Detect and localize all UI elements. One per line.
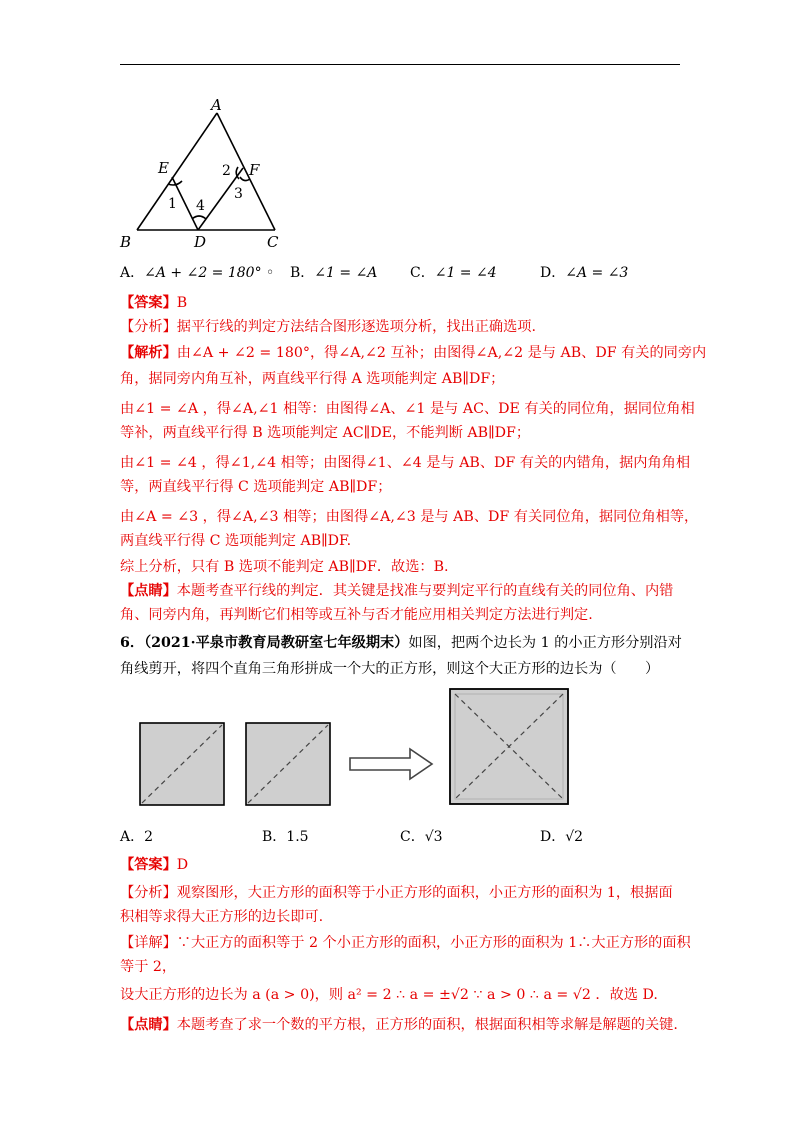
q5-solution-line: 由∠1 = ∠4 ，得∠1,∠4 相等；由图得∠1、∠4 是与 AB、DF 有关的内错角，据内角角相 (120, 455, 691, 471)
q5-comment (120, 582, 685, 600)
answer-tag: 【答案】 (120, 857, 177, 873)
solution-tag: 【解析】 (120, 345, 177, 361)
q6-stem-line: 角线剪开，将四个直角三角形拼成一个大的正方形，则这个大正方形的边长为（ ） (120, 661, 660, 677)
detail-tag: 【详解】 (120, 935, 177, 951)
squares-figure (130, 685, 580, 810)
q6-stem (120, 634, 685, 652)
q6-option-c (400, 826, 443, 846)
label-b: B (120, 233, 132, 251)
solution-text: 由∠A + ∠2 = 180°，得∠A,∠2 互补；由图得∠A,∠2 是与 AB、DF 有关的同旁内 (176, 345, 707, 361)
option-text: 2 (144, 829, 154, 845)
q5-solution-line: 角，据同旁内角互补，两直线平行得 A 选项能判定 AB∥DF； (120, 371, 505, 387)
option-letter: C． (410, 265, 435, 281)
q6-option-d (540, 826, 583, 846)
option-letter: B． (290, 265, 315, 281)
arrow-icon (350, 749, 432, 779)
option-text: ∠A = ∠3 (565, 265, 629, 281)
q6-option-b (262, 826, 309, 846)
q6-answer (120, 856, 685, 874)
q6-analysis (120, 884, 685, 902)
q5-option-b (290, 262, 377, 282)
label-c: C (267, 233, 279, 251)
comment-text: 本题考查了求一个数的平方根，正方形的面积，根据面积相等求解是解题的关键. (176, 1017, 678, 1033)
comment-tag: 【点睛】 (120, 1017, 177, 1033)
option-text: √3 (424, 829, 443, 845)
label-d: D (194, 233, 207, 251)
q5-option-c (410, 262, 497, 282)
q6-detail-line: 等于 2， (120, 959, 177, 975)
q5-solution-line: 等补，两直线平行得 B 选项能判定 AC∥DE，不能判断 AB∥DF； (120, 425, 531, 441)
q6-analysis-line: 积相等求得大正方形的边长即可. (120, 909, 324, 925)
q5-solution-line: 由∠1 = ∠A ，得∠A,∠1 相等：由图得∠A、∠1 是与 AC、DE 有关的同位角，据同位角相 (120, 401, 695, 417)
q5-option-d (540, 262, 628, 282)
q6-comment (120, 1016, 685, 1034)
option-letter: B． (262, 829, 287, 845)
q5-solution-line: 两直线平行得 C 选项能判定 AB∥DF. (120, 533, 352, 549)
header-rule (120, 64, 680, 65)
option-letter: C． (400, 829, 425, 845)
q5-option-a (120, 262, 274, 282)
stem-text: 如图，把两个边长为 1 的小正方形分别沿对 (408, 635, 682, 651)
comment-text: 本题考查平行线的判定．其关键是找准与要判定平行的直线有关的同位角、内错 (176, 583, 674, 599)
option-letter: D． (540, 829, 566, 845)
label-2: 2 (222, 163, 231, 179)
angle-4-arc (192, 216, 206, 219)
option-letter: A． (120, 829, 145, 845)
answer-tag: 【答案】 (120, 295, 177, 311)
q5-comment-line: 角、同旁内角，再判断它们相等或互补与否才能应用相关判定方法进行判定. (120, 607, 593, 623)
option-text: ∠1 = ∠4 (434, 265, 497, 281)
triangle-figure (110, 95, 290, 255)
option-letter: A． (120, 265, 145, 281)
analysis-text: 据平行线的判定方法结合图形逐选项分析，找出正确选项. (176, 319, 536, 335)
q6-option-a (120, 826, 153, 846)
analysis-tag: 【分析】 (120, 885, 177, 901)
option-letter: D． (540, 265, 566, 281)
q5-solution-line: 等，两直线平行得 C 选项能判定 AB∥DF； (120, 479, 392, 495)
label-1: 1 (168, 196, 177, 212)
question-number: 6． (120, 635, 145, 651)
comment-tag: 【点睛】 (120, 583, 177, 599)
q5-solution-line: 综上分析，只有 B 选项不能判定 AB∥DF．故选：B. (120, 559, 449, 575)
q5-answer (120, 294, 685, 312)
analysis-tag: 【分析】 (120, 319, 177, 335)
option-text: √2 (565, 829, 584, 845)
answer-value: D (176, 857, 189, 873)
q6-detail (120, 934, 691, 952)
label-a: A (211, 96, 222, 114)
q6-detail-line: 设大正方形的边长为 a (a > 0)，则 a² = 2 ∴ a = ±√2 ∵ a > 0 ∴ a = √2 ．故选 D. (120, 987, 658, 1003)
analysis-text: 观察图形，大正方形的面积等于小正方形的面积，小正方形的面积为 1，根据面 (176, 885, 673, 901)
option-text: ∠1 = ∠A (314, 265, 378, 281)
label-4: 4 (196, 198, 205, 214)
question-source: （2021·平泉市教育局教研室七年级期末） (144, 635, 409, 651)
label-3: 3 (234, 186, 243, 202)
q5-solution-line: 由∠A = ∠3 ，得∠A,∠3 相等；由图得∠A,∠3 是与 AB、DF 有关同位角，据同位角相等， (120, 509, 699, 525)
side-ab (137, 113, 217, 230)
label-e: E (158, 159, 169, 177)
answer-value: B (176, 295, 188, 311)
detail-text: ∵大正方的面积等于 2 个小正方形的面积，小正方形的面积为 1∴大正方形的面积 (176, 935, 691, 951)
q5-analysis (120, 318, 685, 336)
option-text: ∠A + ∠2 = 180° ◦ (144, 265, 275, 281)
q5-solution-line (120, 344, 707, 362)
label-f: F (249, 161, 260, 179)
option-text: 1.5 (286, 829, 309, 845)
